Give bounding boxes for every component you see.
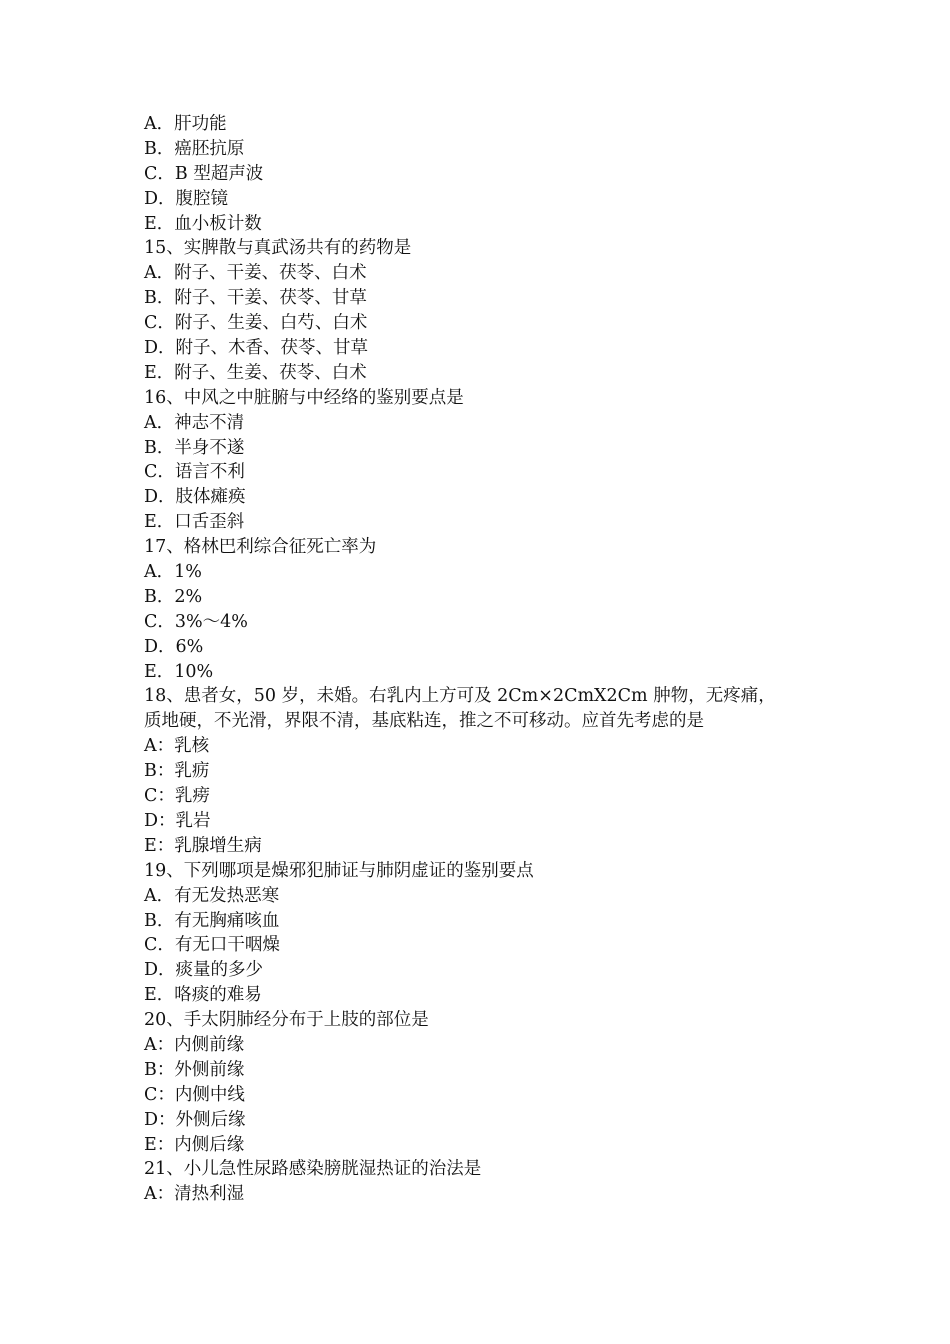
option-line: A．肝功能 <box>144 114 227 134</box>
option-line: B：外侧前缘 <box>144 1059 245 1080</box>
option-line: B．有无胸痛咳血 <box>144 910 280 931</box>
option-line: A．神志不清 <box>144 412 245 433</box>
question-text <box>144 112 814 1207</box>
option-line: B．癌胚抗原 <box>144 138 245 159</box>
option-line: D：外侧后缘 <box>144 1109 246 1130</box>
option-line: D．6% <box>144 636 204 657</box>
question-line: 20、手太阴肺经分布于上肢的部位是 <box>144 1010 429 1031</box>
option-line: C：内侧中线 <box>144 1084 245 1105</box>
option-line: D．附子、木香、茯苓、甘草 <box>144 338 369 359</box>
option-line: E：乳腺增生病 <box>144 835 262 856</box>
option-line: C：乳痨 <box>144 786 210 807</box>
option-line: B：乳疬 <box>144 761 210 782</box>
question-line: 21、小儿急性尿路感染膀胱湿热证的治法是 <box>144 1159 482 1180</box>
option-line: C．有无口干咽燥 <box>144 935 280 956</box>
option-line: A．附子、干姜、茯苓、白术 <box>144 263 367 284</box>
option-line: C．B 型超声波 <box>144 163 264 184</box>
option-line: D．痰量的多少 <box>144 960 264 981</box>
option-line: E．咯痰的难易 <box>144 985 262 1006</box>
option-line: E．口舌歪斜 <box>144 512 245 533</box>
option-line: D．腹腔镜 <box>144 188 229 209</box>
question-line-continued: 质地硬，不光滑，界限不清，基底粘连，推之不可移动。应首先考虑的是 <box>144 711 704 732</box>
option-line: B．半身不遂 <box>144 437 245 458</box>
option-line: A：乳核 <box>144 736 210 757</box>
option-line: C．3%～4% <box>144 611 248 632</box>
question-line: 19、下列哪项是燥邪犯肺证与肺阴虚证的鉴别要点 <box>144 860 534 881</box>
option-line: B．附子、干姜、茯苓、甘草 <box>144 288 367 309</box>
option-line: D：乳岩 <box>144 810 211 831</box>
option-line: A．1% <box>144 562 202 583</box>
option-line: A：内侧前缘 <box>144 1034 245 1055</box>
option-line: B．2% <box>144 586 203 607</box>
option-line: E．血小板计数 <box>144 213 262 234</box>
option-line: E．附子、生姜、茯苓、白术 <box>144 362 367 383</box>
question-line: 16、中风之中脏腑与中经络的鉴别要点是 <box>144 387 464 408</box>
question-line: 18、患者女，50 岁，未婚。右乳内上方可及 2Cm×2CmX2Cm 肿物，无疼痛， <box>144 686 776 707</box>
option-line: A．有无发热恶寒 <box>144 885 280 906</box>
option-line: E．10% <box>144 661 214 682</box>
question-line: 15、实脾散与真武汤共有的药物是 <box>144 238 412 259</box>
question-line: 17、格林巴利综合征死亡率为 <box>144 537 377 558</box>
option-line: C．附子、生姜、白芍、白术 <box>144 313 368 334</box>
option-line: D．肢体瘫痪 <box>144 487 246 508</box>
option-line: C．语言不利 <box>144 462 245 483</box>
option-line: E：内侧后缘 <box>144 1134 245 1155</box>
option-line: A：清热利湿 <box>144 1184 245 1205</box>
